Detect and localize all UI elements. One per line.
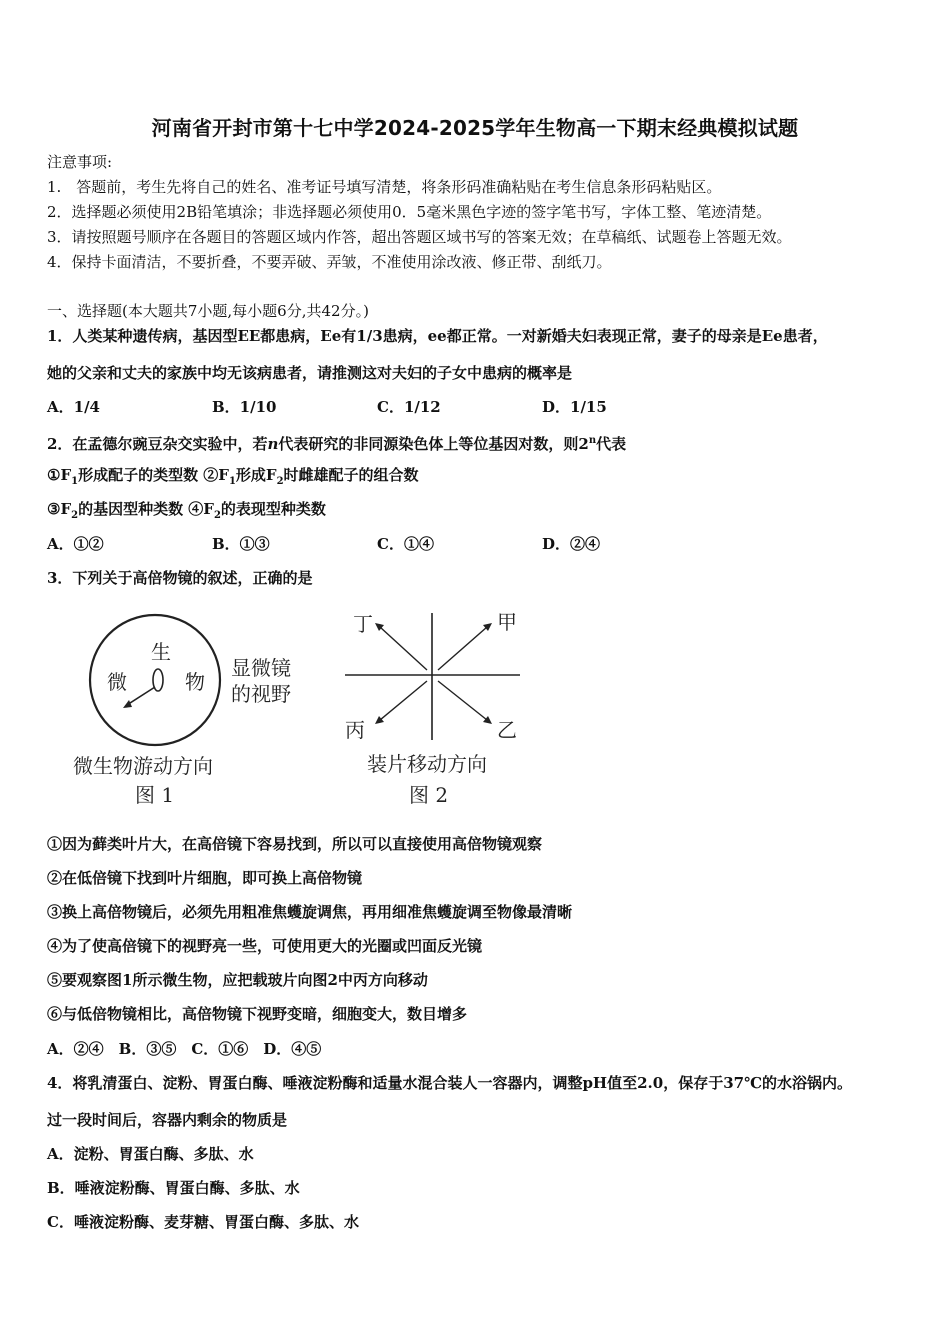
fig2-label: 图 2 <box>409 783 449 807</box>
fig1-caption: 微生物游动方向 <box>73 754 213 778</box>
fig1-label: 图 1 <box>135 783 175 807</box>
q3-statement-1: ①因为藓类叶片大，在高倍镜下容易找到，所以可以直接使用高倍物镜观察 <box>47 835 543 853</box>
fig2-label-ding: 丁 <box>353 612 373 636</box>
q4-option-b[interactable]: B．唾液淀粉酶、胃蛋白酶、多肽、水 <box>47 1179 300 1197</box>
notice-item-4: 4．保持卡面清洁，不要折叠，不要弄破、弄皱，不准使用涂改液、修正带、刮纸刀。 <box>47 253 612 271</box>
page-title: 河南省开封市第十七中学2024-2025学年生物高一下期末经典模拟试题 <box>151 116 799 140</box>
section-heading: 一、选择题(本大题共7小题,每小题6分,共42分。) <box>47 302 369 320</box>
arrow-bing <box>380 681 427 720</box>
q3-statement-3: ③换上高倍物镜后，必须先用粗准焦蠖旋调焦，再用细准焦蠖旋调至物像最清晰 <box>47 903 573 921</box>
notice-item-3: 3．请按照题号顺序在各题目的答题区域内作答，超出答题区域书写的答案无效；在草稿纸、试题卷上答题无效。 <box>47 228 792 246</box>
q2-stem: 2．在孟德尔豌豆杂交实验中，若n代表研究的非同源染色体上等位基因对数，则2$^n$代表 <box>47 435 627 453</box>
notice-item-2: 2．选择题必须使用2B铅笔填涂；非选择题必须使用0．5毫米黑色字迹的签字笔书写，字体工整、笔迹清楚。 <box>47 203 772 221</box>
arrow-jia <box>438 627 487 670</box>
q3-stem: 3．下列关于高倍物镜的叙述，正确的是 <box>47 569 313 587</box>
q1-option-b[interactable]: B．1/10 <box>212 398 277 416</box>
q2-statement-1-2: $①F_1$形成配子的类型数 $②F_1$形成$F_2$时雌雄配子的组合数 <box>47 466 419 487</box>
q2-option-b[interactable]: B．①③ <box>212 535 270 553</box>
q2-option-d[interactable]: D．②④ <box>542 535 601 553</box>
q4-stem-line2: 过一段时间后，容器内剩余的物质是 <box>47 1111 288 1129</box>
q1-option-a[interactable]: A．1/4 <box>47 398 100 416</box>
swim-arrowhead <box>123 700 132 708</box>
q2-statement-3-4: $③F_2$的基因型种类数 $④F_2$的表现型种类数 <box>47 500 326 521</box>
fig2-label-yi: 乙 <box>497 718 517 742</box>
fig1-side-label-1: 显微镜 <box>231 656 291 680</box>
q4-option-a[interactable]: A．淀粉、胃蛋白酶、多肽、水 <box>47 1145 254 1163</box>
q3-statement-2: ②在低倍镜下找到叶片细胞，即可换上高倍物镜 <box>47 869 363 887</box>
arrow-ding <box>380 627 427 670</box>
q4-stem-line1: 4．将乳清蛋白、淀粉、胃蛋白酶、唾液淀粉酶和适量水混合装人一容器内，调整pH值至2.0，保存于37℃的水浴锅内。 <box>47 1074 853 1092</box>
q4-option-c[interactable]: C．唾液淀粉酶、麦芽糖、胃蛋白酶、多肽、水 <box>47 1213 359 1231</box>
fig1-char-sheng: 生 <box>151 640 171 664</box>
q1-option-c[interactable]: C．1/12 <box>377 398 441 416</box>
figure-2-slide-direction <box>335 605 535 815</box>
figure-1-microscope-field <box>65 605 325 815</box>
fig1-char-wu: 物 <box>185 670 205 694</box>
q1-stem-line1: 1．人类某种遗传病，基因型EE都患病，Ee有1/3患病，ee都正常。一对新婚夫妇表现正常，妻子的母亲是Ee患者， <box>47 327 828 345</box>
q1-option-d[interactable]: D．1/15 <box>542 398 607 416</box>
fig2-caption: 装片移动方向 <box>367 752 487 776</box>
q1-stem-line2: 她的父亲和丈夫的家族中均无该病患者，请推测这对夫妇的子女中患病的概率是 <box>47 364 573 382</box>
q3-statement-5: ⑤要观察图1所示微生物，应把载玻片向图2中丙方向移动 <box>47 971 428 989</box>
fig1-side-label-2: 的视野 <box>231 682 291 706</box>
arrow-yi <box>438 681 487 720</box>
q2-option-a[interactable]: A．①② <box>47 535 104 553</box>
q2-option-c[interactable]: C．①④ <box>377 535 434 553</box>
fig1-char-wei: 微 <box>107 670 127 694</box>
notice-heading: 注意事项: <box>47 153 113 171</box>
fig2-label-jia: 甲 <box>497 610 517 634</box>
fig2-label-bing: 丙 <box>345 718 365 742</box>
notice-item-1: 1. 答题前，考生先将自己的姓名、准考证号填写清楚，将条形码准确粘贴在考生信息条形码粘贴区。 <box>47 178 722 196</box>
swim-direction-arrow <box>127 687 155 705</box>
q3-statement-6: ⑥与低倍物镜相比，高倍物镜下视野变暗，细胞变大，数目增多 <box>47 1005 468 1023</box>
q3-options[interactable]: A．②④ B．③⑤ C．①⑥ D．④⑤ <box>47 1040 322 1058</box>
q3-statement-4: ④为了使高倍镜下的视野亮一些，可使用更大的光圈或凹面反光镜 <box>47 937 483 955</box>
